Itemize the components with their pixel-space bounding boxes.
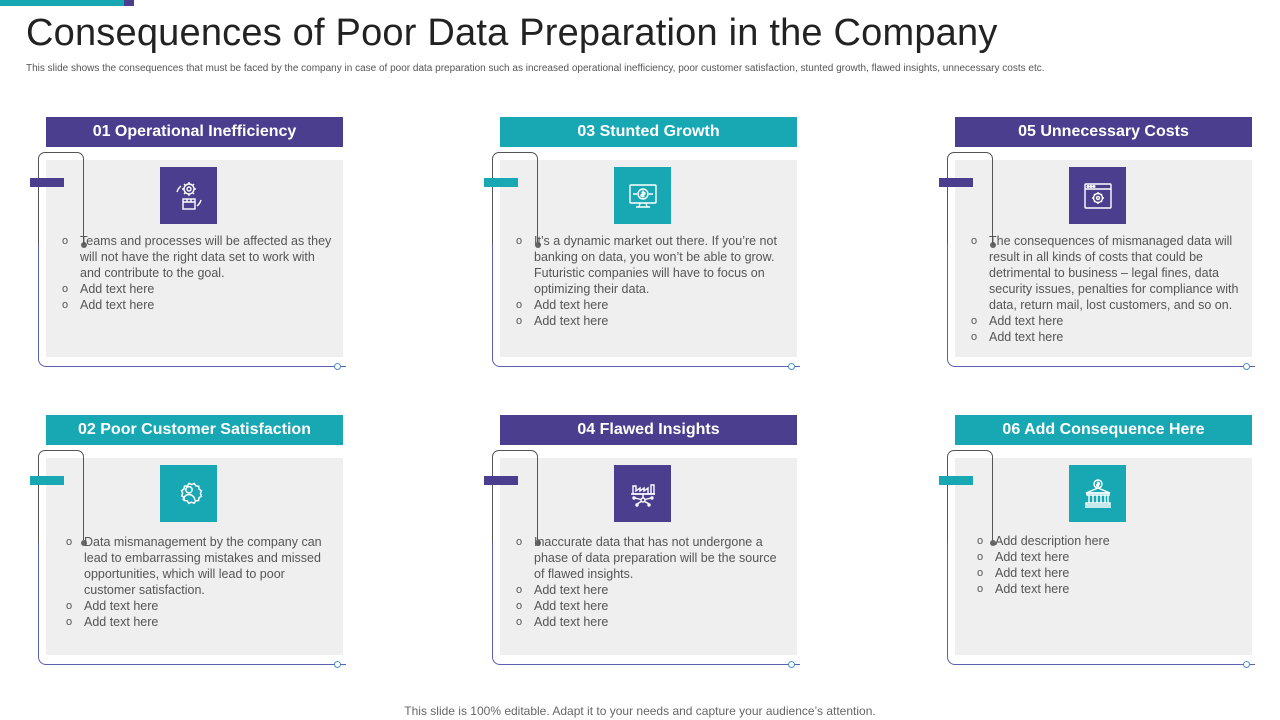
list-item: o The consequences of mismanaged data will result in all kinds of costs that could be detrimental to business – legal fines, data security issues, penalties for compliance with data, return mail, lost customers, and so on. bbox=[971, 233, 1241, 313]
card-heading: 01 Operational Inefficiency bbox=[46, 117, 343, 147]
list-item: o Add text here bbox=[62, 297, 332, 313]
list-item: o Add text here bbox=[516, 614, 786, 630]
card-side-tab bbox=[30, 476, 64, 485]
card-add-consequence bbox=[947, 415, 1259, 673]
list-item: o Add text here bbox=[977, 565, 1247, 581]
list-item: o Add text here bbox=[516, 297, 786, 313]
page-subtitle: This slide shows the consequences that must be faced by the company in case of poor data preparation such as increased operational inefficiency, poor customer satisfaction, stunted growth, flawed insights, unnecessary costs etc. bbox=[26, 63, 1045, 74]
card-side-tab bbox=[30, 178, 64, 187]
list-item: o Add text here bbox=[62, 281, 332, 297]
card-operational-inefficiency bbox=[38, 117, 350, 375]
card-bracket-line bbox=[38, 450, 84, 542]
card-heading: 04 Flawed Insights bbox=[500, 415, 797, 445]
card-side-tab bbox=[939, 178, 973, 187]
list-item: o Add text here bbox=[516, 313, 786, 329]
card-frame-dot bbox=[788, 661, 795, 668]
list-item: o Data mismanagement by the company can lead to embarrassing mistakes and missed opportunities, which will lead to poor customer satisfaction. bbox=[66, 534, 336, 598]
card-unnecessary-costs bbox=[947, 117, 1259, 375]
card-points-list bbox=[516, 534, 786, 630]
card-points-list bbox=[971, 233, 1241, 345]
list-item: o Add description here bbox=[977, 533, 1247, 549]
list-item: o Add text here bbox=[516, 598, 786, 614]
list-item: o Add text here bbox=[971, 329, 1241, 345]
list-item: o Add text here bbox=[977, 549, 1247, 565]
gear-person-icon bbox=[160, 465, 217, 522]
gear-process-box-icon bbox=[160, 167, 217, 224]
card-points-list bbox=[516, 233, 786, 329]
card-stunted-growth bbox=[492, 117, 804, 375]
list-item: o Teams and processes will be affected as they will not have the right data set to work with and contribute to the goal. bbox=[62, 233, 332, 281]
card-points-list bbox=[62, 233, 332, 313]
list-item: o Add text here bbox=[516, 582, 786, 598]
list-item: o It’s a dynamic market out there. If you’re not banking on data, you won’t be able to grow. Futuristic companies will have to focus on optimizing their data. bbox=[516, 233, 786, 297]
card-bracket-line bbox=[492, 450, 538, 542]
browser-gear-icon bbox=[1069, 167, 1126, 224]
card-poor-customer-satisfaction bbox=[38, 415, 350, 673]
footer-note: This slide is 100% editable. Adapt it to your needs and capture your audience’s attention. bbox=[404, 704, 876, 718]
list-item: o Inaccurate data that has not undergone a phase of data preparation will be the source of flawed insights. bbox=[516, 534, 786, 582]
card-bracket-line bbox=[947, 450, 993, 542]
card-side-tab bbox=[939, 476, 973, 485]
card-frame-dot bbox=[1243, 661, 1250, 668]
top-accent-bar-teal bbox=[0, 0, 124, 6]
bank-dollar-icon bbox=[1069, 465, 1126, 522]
list-item: o Add text here bbox=[66, 614, 336, 630]
card-heading: 06 Add Consequence Here bbox=[955, 415, 1252, 445]
card-heading: 03 Stunted Growth bbox=[500, 117, 797, 147]
card-points-list bbox=[66, 534, 336, 630]
card-frame-dot bbox=[788, 363, 795, 370]
card-flawed-insights bbox=[492, 415, 804, 673]
card-heading: 05 Unnecessary Costs bbox=[955, 117, 1252, 147]
factory-network-icon bbox=[614, 465, 671, 522]
top-accent-bar-purple bbox=[124, 0, 134, 6]
card-frame-dot bbox=[334, 661, 341, 668]
card-points-list bbox=[977, 533, 1247, 597]
card-bracket-line bbox=[492, 152, 538, 244]
list-item: o Add text here bbox=[977, 581, 1247, 597]
card-frame-dot bbox=[334, 363, 341, 370]
card-side-tab bbox=[484, 178, 518, 187]
card-bracket-line bbox=[38, 152, 84, 244]
card-frame-dot bbox=[1243, 363, 1250, 370]
list-item: o Add text here bbox=[971, 313, 1241, 329]
card-side-tab bbox=[484, 476, 518, 485]
card-heading: 02 Poor Customer Satisfaction bbox=[46, 415, 343, 445]
list-item: o Add text here bbox=[66, 598, 336, 614]
page-title: Consequences of Poor Data Preparation in the Company bbox=[26, 12, 998, 54]
monitor-dollar-icon bbox=[614, 167, 671, 224]
card-bracket-line bbox=[947, 152, 993, 244]
